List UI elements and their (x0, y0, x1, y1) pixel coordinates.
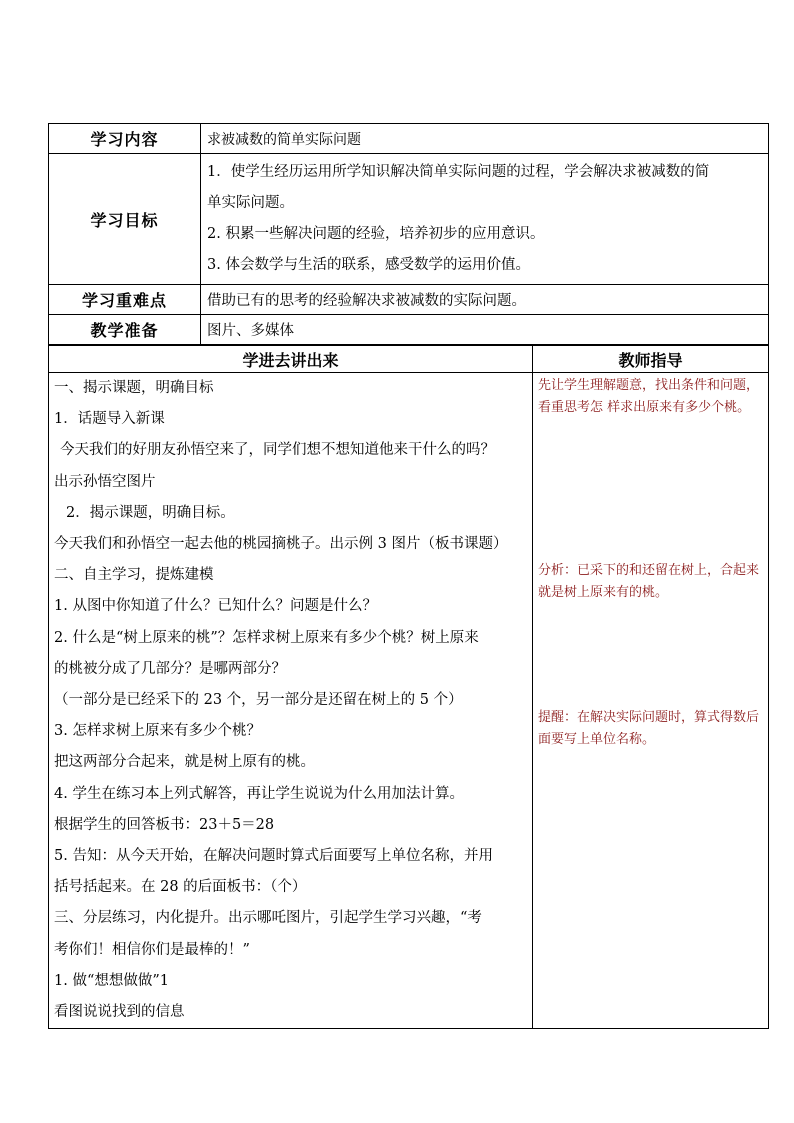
step-line: 1. 做“想想做做”1 (54, 972, 169, 989)
step-line: 4. 学生在练习本上列式解答，再让学生说说为什么用加法计算。 (54, 785, 464, 802)
step-line: 二、自主学习，提炼建模 (54, 567, 214, 584)
teacher-note: 提醒：在解决实际问题时，算式得数后面要写上单位名称。 (538, 710, 760, 747)
goal-line: 2. 积累一些解决问题的经验，培养初步的应用意识。 (207, 226, 545, 242)
key-label: 学习重难点 (49, 285, 201, 315)
step-line: 出示孙悟空图片 (54, 473, 156, 490)
lesson-plan (48, 123, 769, 1029)
learning-steps (49, 373, 533, 1029)
step-line: 1. 从图中你知道了什么？已知什么？问题是什么？ (54, 598, 377, 615)
step-line: 1．话题导入新课 (54, 411, 165, 428)
prep-value: 图片、多媒体 (201, 315, 769, 345)
goal-line: 1．使学生经历运用所学知识解决简单实际问题的过程，学会解决求被减数的简 (207, 164, 710, 180)
step-line: 2. 什么是“树上原来的桃”？怎样求树上原来有多少个桃？树上原来 (54, 629, 479, 646)
teacher-note: 先让学生理解题意，找出条件和问题，看重思考怎 样求出原来有多少个桃。 (538, 378, 760, 415)
step-line: 把这两部分合起来，就是树上原有的桃。 (54, 754, 315, 771)
step-line: 考你们！相信你们是最棒的！” (54, 941, 250, 958)
step-line: 今天我们的好朋友孙悟空来了，同学们想不想知道他来干什么的吗？ (60, 442, 495, 459)
goals-label: 学习目标 (49, 154, 201, 285)
content-label: 学习内容 (49, 124, 201, 154)
teacher-note: 分析：已采下的和还留在树上，合起来就是树上原来有的桃。 (538, 563, 760, 600)
goals-cell (201, 154, 769, 285)
goal-line: 3. 体会数学与生活的联系，感受数学的运用价值。 (207, 257, 530, 273)
step-line: 括号括起来。在 28 的后面板书：（个） (54, 879, 307, 896)
content-value: 求被减数的简单实际问题 (201, 124, 769, 154)
step-line: 今天我们和孙悟空一起去他的桃园摘桃子。出示例 3 图片（板书课题） (54, 536, 508, 553)
prep-label: 教学准备 (49, 315, 201, 345)
step-line: （一部分是已经采下的 23 个，另一部分是还留在树上的 5 个） (54, 692, 463, 709)
step-line: 5. 告知：从今天开始，在解决问题时算式后面要写上单位名称，并用 (54, 848, 493, 865)
key-value: 借助已有的思考的经验解决求被减数的实际问题。 (201, 285, 769, 315)
step-line: 一、揭示课题，明确目标 (54, 380, 214, 396)
right-header: 教师指导 (533, 346, 769, 373)
info-table (48, 123, 769, 345)
step-line: 三、分层练习，内化提升。出示哪吒图片，引起学生学习兴趣，“考 (54, 910, 482, 927)
step-line: 的桃被分成了几部分？是哪两部分？ (54, 660, 286, 677)
goal-line: 单实际问题。 (207, 195, 294, 211)
step-line: 看图说说找到的信息 (54, 1004, 185, 1021)
teacher-notes (533, 373, 769, 1029)
process-table (48, 345, 769, 1029)
step-line: 3. 怎样求树上原来有多少个桃？ (54, 723, 261, 740)
left-header: 学进去讲出来 (49, 346, 533, 373)
step-line: 2．揭示课题，明确目标。 (66, 504, 235, 521)
step-line: 根据学生的回答板书：23＋5＝28 (54, 816, 275, 833)
